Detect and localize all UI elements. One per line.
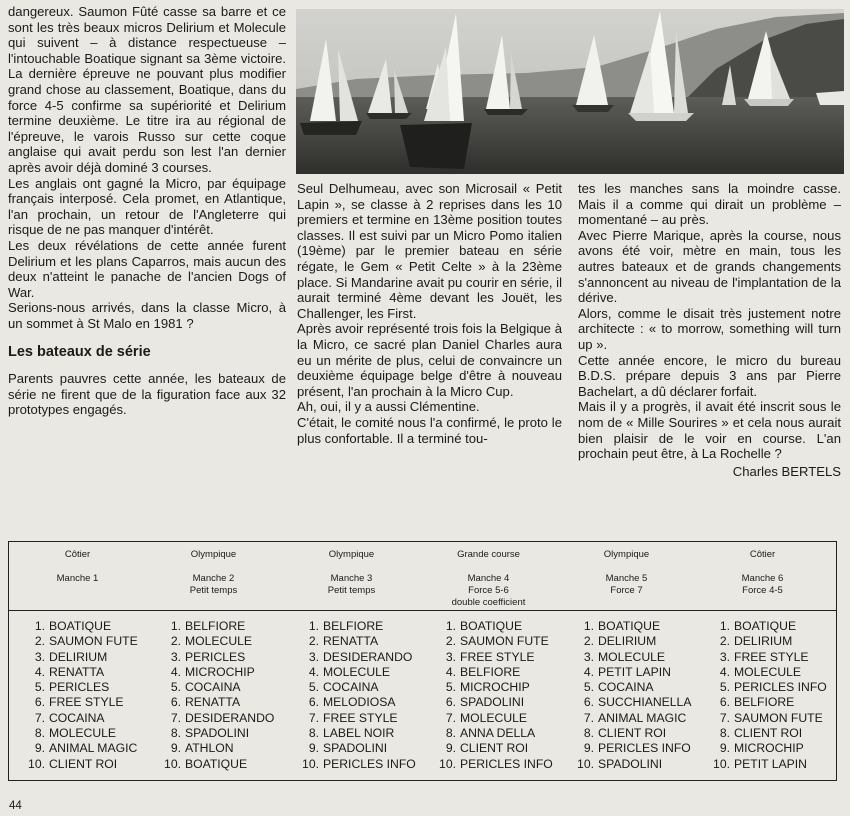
result-row [706, 619, 843, 634]
boat-name: PERICLES INFO [734, 680, 827, 695]
race-results [432, 619, 569, 772]
rank: 6. [170, 695, 181, 710]
rank: 9. [308, 741, 319, 756]
result-row [21, 665, 158, 680]
rank: 1. [34, 619, 45, 633]
boat-name: PERICLES INFO [460, 756, 553, 771]
paragraph: Après avoir représenté trois fois la Belgique à la Micro, ce sacré plan Daniel Charles aura eu un mérite de plus, celui de convaincre un deuxième équipage belge d'être à nouveau présent, l'an prochain à la Micro Cup. [297, 321, 562, 399]
rank: 1. [308, 619, 319, 633]
result-row [706, 757, 843, 772]
race-header [9, 549, 146, 585]
boat-name: MOLECULE [323, 664, 391, 679]
boat-name: MICROCHIP [734, 741, 804, 756]
rank: 2. [583, 634, 594, 649]
rank: 3. [308, 649, 319, 664]
results-table [8, 541, 837, 781]
rank: 1. [583, 619, 594, 633]
boat-name: SAUMON FUTE [460, 634, 549, 649]
boat-name: COCAINA [185, 680, 241, 695]
result-row [570, 741, 707, 756]
boat-name: SPADOLINI [598, 756, 663, 771]
rank: 4. [170, 664, 181, 679]
result-row [295, 741, 432, 756]
result-row [432, 726, 569, 741]
race-results [570, 619, 707, 772]
result-row [570, 757, 707, 772]
boat-name: DESIDERANDO [185, 710, 275, 725]
rank: 6. [583, 695, 594, 710]
boat-name: LABEL NOIR [323, 726, 395, 741]
boat-name: FREE STYLE [49, 695, 124, 710]
boat-name: BOATIQUE [460, 619, 523, 633]
result-row [157, 741, 294, 756]
result-row [432, 665, 569, 680]
race-detail: double coefficient [451, 597, 526, 608]
rank: 1. [445, 619, 456, 633]
rank: 10. [577, 756, 594, 771]
race-detail: Manche 1 [56, 573, 99, 584]
result-row [706, 680, 843, 695]
rank: 5. [719, 680, 730, 695]
boat-name: SPADOLINI [323, 741, 388, 756]
rank: 7. [445, 710, 456, 725]
result-row [432, 680, 569, 695]
boat-name: COCAINA [323, 680, 379, 695]
race-results [706, 619, 843, 772]
result-row [21, 757, 158, 772]
paragraph: Cette année encore, le micro du bureau B.D.S. prépare depuis 3 ans par Pierre Bachelart, a dû déclarer forfait. [578, 352, 841, 399]
result-row [432, 619, 569, 634]
boat-name: BELFIORE [460, 664, 521, 679]
result-row [21, 695, 158, 710]
boat-name: MICROCHIP [185, 664, 255, 679]
result-row [295, 726, 432, 741]
rank: 3. [583, 649, 594, 664]
result-row [432, 711, 569, 726]
result-row [706, 726, 843, 741]
result-row [21, 619, 158, 634]
paragraph: Alors, comme le disait très justement notre architecte : « to morrow, something will turn up ». [578, 305, 841, 352]
boat-name: PERICLES [49, 680, 110, 695]
race-header [694, 549, 831, 597]
boat-name: BELFIORE [323, 619, 384, 633]
result-row [570, 695, 707, 710]
rank: 6. [719, 695, 730, 710]
rank: 5. [308, 680, 319, 695]
boat-name: DELIRIUM [734, 634, 793, 649]
rank: 4. [719, 664, 730, 679]
boat-name: DELIRIUM [598, 634, 657, 649]
result-row [157, 726, 294, 741]
rank: 2. [170, 634, 181, 649]
rank: 8. [34, 726, 45, 741]
boat-name: BOATIQUE [598, 619, 661, 633]
result-row [432, 650, 569, 665]
boat-name: DESIDERANDO [323, 649, 413, 664]
paragraph: Avec Pierre Marique, après la course, nous avons été voir, mètre en main, tous les autres bateaux et de grands changements s'annoncent au niveau de l'implantation de la dérive. [578, 227, 841, 306]
result-row [21, 680, 158, 695]
race-type: Côtier [64, 549, 91, 560]
boat-name: COCAINA [49, 710, 105, 725]
boat-name: MOLECULE [49, 726, 117, 741]
race-type: Côtier [749, 549, 776, 560]
boat-name: MELODIOSA [323, 695, 396, 710]
race-results [157, 619, 294, 772]
boat-name: SAUMON FUTE [734, 710, 823, 725]
boat-name: FREE STYLE [323, 710, 398, 725]
boat-name: BELFIORE [185, 619, 246, 633]
boat-name: SUCCHIANELLA [598, 695, 692, 710]
rank: 10. [28, 756, 45, 771]
result-row [295, 695, 432, 710]
boat-name: ANNA DELLA [460, 726, 536, 741]
result-row [21, 634, 158, 649]
rank: 4. [445, 664, 456, 679]
rank: 8. [308, 726, 319, 741]
rank: 5. [445, 680, 456, 695]
race-detail: Manche 6 [741, 573, 784, 584]
rank: 7. [583, 710, 594, 725]
paragraph: Ah, oui, il y a aussi Clémentine. [297, 399, 480, 415]
race-results [21, 619, 158, 772]
race-detail: Petit temps [327, 585, 376, 596]
rank: 6. [308, 695, 319, 710]
result-row [157, 695, 294, 710]
race-results [295, 619, 432, 772]
result-row [706, 695, 843, 710]
rank: 8. [170, 726, 181, 741]
boat-name: SPADOLINI [185, 726, 250, 741]
race-type: Olympique [190, 549, 237, 560]
rank: 5. [34, 680, 45, 695]
rank: 7. [308, 710, 319, 725]
boat-name: RENATTA [49, 664, 105, 679]
result-row [570, 619, 707, 634]
result-row [21, 711, 158, 726]
race-detail: Force 4-5 [742, 585, 783, 596]
result-row [295, 634, 432, 649]
result-row [706, 711, 843, 726]
rank: 10. [164, 756, 181, 771]
result-row [157, 650, 294, 665]
rank: 5. [583, 680, 594, 695]
rank: 6. [445, 695, 456, 710]
rank: 10. [713, 756, 730, 771]
rank: 8. [445, 726, 456, 741]
result-row [570, 665, 707, 680]
result-row [706, 665, 843, 680]
paragraph: Les deux révélations de cette année furent Delirium et les plans Caparros, mais aucun des deux n'atteint le panache de l'ancien Dogs of War. [8, 237, 286, 300]
boat-name: PERICLES [185, 649, 246, 664]
rank: 2. [308, 634, 319, 649]
result-row [706, 650, 843, 665]
result-row [157, 757, 294, 772]
boat-name: MOLECULE [598, 649, 666, 664]
result-row [157, 711, 294, 726]
rank: 7. [719, 710, 730, 725]
rank: 10. [302, 756, 319, 771]
result-row [157, 665, 294, 680]
sailboats-photo [296, 9, 844, 174]
result-row [570, 650, 707, 665]
boat-name: CLIENT ROI [460, 741, 529, 756]
race-header [558, 549, 695, 597]
result-row [157, 619, 294, 634]
result-row [157, 634, 294, 649]
result-row [570, 680, 707, 695]
result-row [432, 634, 569, 649]
rank: 3. [445, 649, 456, 664]
result-row [21, 650, 158, 665]
boat-name: PETIT LAPIN [598, 664, 671, 679]
boat-name: BOATIQUE [734, 619, 797, 633]
article-column-2 [297, 181, 562, 446]
result-row [706, 634, 843, 649]
rank: 4. [34, 664, 45, 679]
rank: 9. [34, 741, 45, 756]
result-row [295, 650, 432, 665]
rank: 6. [34, 695, 45, 710]
rank: 2. [34, 634, 45, 649]
paragraph: Seul Delhumeau, avec son Microsail « Petit Lapin », se classe à 2 reprises dans les 10 premiers et termine en 13ème position toutes classes. Il est suivi par un Micro Pomo italien (19ème) par le premier bateau en série régate, le Gem « Petit Celte » à la 23ème place. Si Mandarine avait pu courir en série, il aurait terminé 4ème devant les Jouët, les Challenger, les First. [297, 181, 562, 321]
race-detail: Manche 5 [605, 573, 648, 584]
race-header [145, 549, 282, 597]
boat-name: BELFIORE [734, 695, 795, 710]
rank: 8. [583, 726, 594, 741]
boat-name: SAUMON FUTE [49, 634, 138, 649]
rank: 7. [34, 710, 45, 725]
race-type: Olympique [328, 549, 375, 560]
boat-name: BOATIQUE [185, 756, 248, 771]
rank: 2. [445, 634, 456, 649]
section-heading: Les bateaux de série [8, 344, 151, 361]
race-header [420, 549, 557, 609]
article-column-1 [8, 4, 286, 418]
boat-name: PERICLES INFO [598, 741, 691, 756]
paragraph: tes les manches sans la moindre casse. Mais il a comme qui dirait un problème – momentané – au près. [578, 181, 841, 228]
boat-name: PETIT LAPIN [734, 756, 807, 771]
race-detail: Manche 3 [330, 573, 373, 584]
paragraph: Les anglais ont gagné la Micro, par équipage français interposé. Cela promet, en Atlantique, l'an prochain, un retour de l'Angleterre qui risque de ne pas manquer d'intérêt. [8, 175, 286, 238]
boat-name: CLIENT ROI [49, 756, 118, 771]
author-signature: Charles BERTELS [732, 463, 841, 479]
result-row [432, 695, 569, 710]
boat-name: ANIMAL MAGIC [49, 741, 138, 756]
result-row [432, 741, 569, 756]
paragraph: dangereux. Saumon Fûté casse sa barre et ce sont les très beaux micros Delirium et Molecule qui suivent – à distance respectueuse – l'intouchable Boatique signant sa 3ème victoire. La dernière épreuve ne pouvant plus modifier grand chose au classement, Boatique, dans du force 4-5 confirme sa supériorité et Delirium termine deuxième. Le titre ira au régional de l'épreuve, le varois Russo sur cette coque anglaise qui avait perdu son lest l'an dernier après avoir déjà dominé 3 courses. [8, 4, 286, 175]
race-detail: Force 5-6 [468, 585, 509, 596]
rank: 4. [583, 664, 594, 679]
paragraph: Serions-nous arrivés, dans la classe Micro, à un sommet à St Malo en 1981 ? [8, 300, 286, 331]
boat-name: COCAINA [598, 680, 654, 695]
boat-name: RENATTA [185, 695, 241, 710]
rank: 2. [719, 634, 730, 649]
race-type: Grande course [457, 549, 520, 560]
boat-name: MOLECULE [185, 634, 253, 649]
boat-name: ATHLON [185, 741, 234, 756]
boat-name: ANIMAL MAGIC [598, 710, 687, 725]
boat-name: CLIENT ROI [734, 726, 803, 741]
boat-name: FREE STYLE [460, 649, 535, 664]
boat-name: DELIRIUM [49, 649, 108, 664]
result-row [295, 711, 432, 726]
race-detail: Manche 4 [467, 573, 510, 584]
result-row [570, 634, 707, 649]
rank: 3. [34, 649, 45, 664]
paragraph: Parents pauvres cette année, les bateaux de série ne firent que de la figuration face aux 32 prototypes engagés. [8, 371, 286, 418]
rank: 1. [170, 619, 181, 633]
rank: 5. [170, 680, 181, 695]
results-table-header [9, 542, 836, 611]
boat-name: BOATIQUE [49, 619, 112, 633]
boat-name: FREE STYLE [734, 649, 809, 664]
rank: 9. [170, 741, 181, 756]
race-type: Olympique [603, 549, 650, 560]
rank: 8. [719, 726, 730, 741]
result-row [157, 680, 294, 695]
result-row [295, 757, 432, 772]
result-row [570, 726, 707, 741]
rank: 4. [308, 664, 319, 679]
race-detail: Force 7 [610, 585, 643, 596]
result-row [295, 619, 432, 634]
rank: 3. [170, 649, 181, 664]
result-row [706, 741, 843, 756]
page-number: 44 [9, 800, 22, 812]
rank: 9. [583, 741, 594, 756]
paragraph: Mais il y a progrès, il avait été inscrit sous le nom de « Mille Sourires » et cela nous aurait bien plaisir de le voir en course. L'an prochain peut être, à La Rochelle ? [578, 399, 841, 462]
boat-name: CLIENT ROI [598, 726, 667, 741]
rank: 3. [719, 649, 730, 664]
boat-name: PERICLES INFO [323, 756, 416, 771]
rank: 10. [439, 756, 456, 771]
result-row [295, 665, 432, 680]
race-detail: Manche 2 [192, 573, 235, 584]
boat-name: RENATTA [323, 634, 379, 649]
rank: 1. [719, 619, 730, 633]
rank: 9. [719, 741, 730, 756]
race-header [283, 549, 420, 597]
result-row [21, 741, 158, 756]
boat-name: MOLECULE [460, 710, 528, 725]
result-row [570, 711, 707, 726]
rank: 9. [445, 741, 456, 756]
boat-name: SPADOLINI [460, 695, 525, 710]
boat-name: MOLECULE [734, 664, 802, 679]
result-row [295, 680, 432, 695]
rank: 7. [170, 710, 181, 725]
race-detail: Petit temps [189, 585, 238, 596]
result-row [21, 726, 158, 741]
paragraph: C'était, le comité nous l'a confirmé, le proto le plus confortable. Il a terminé tou- [297, 414, 562, 446]
result-row [432, 757, 569, 772]
article-column-3 [578, 181, 841, 479]
boat-name: MICROCHIP [460, 680, 530, 695]
